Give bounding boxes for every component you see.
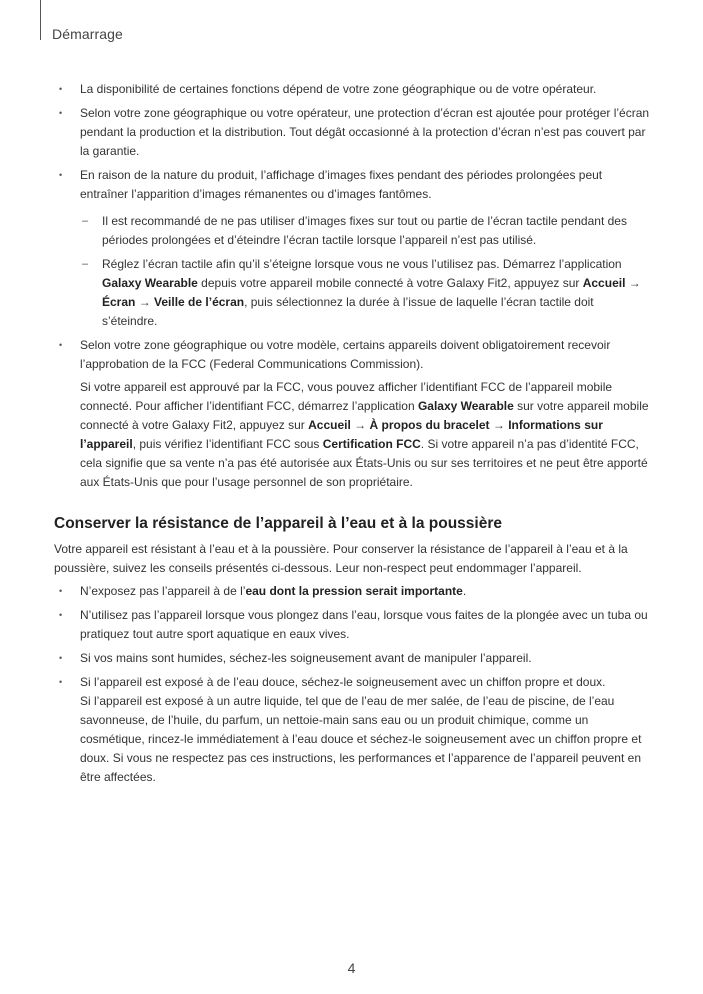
intro-paragraph: Votre appareil est résistant à l’eau et à la poussière. Pour conserver la résistance de l’appareil à l’eau et à la poussière, suivez les conseils présentés ci-dessous. Leur non-respect peut endommager l’appareil. [54,542,628,575]
list-item [54,336,650,492]
text: . Si votre appareil n’a pas d’identité FCC, cela signifie que sa vente n’a pas été autorisée aux États-Unis ou sur ses territoires et ne peut être apporté aux États-Unis que pour l’usage personnel de son propriétaire. [80,437,648,489]
header-rule [40,0,41,40]
water-tips-list [54,582,650,787]
sub-list-item [80,255,650,331]
text: Réglez l’écran tactile afin qu’il s’éteigne lorsque vous ne vous l’utilisez pas. Démarrez l’application [102,257,622,271]
list-item [54,582,650,601]
text: Si l’appareil est exposé à de l’eau douce, séchez-le soigneusement avec un chiffon propre et doux. [80,675,606,689]
list-item-text: Selon votre zone géographique ou votre modèle, certains appareils doivent obligatoirement recevoir l’approbation de la FCC (Federal Communications Commission). [80,338,611,371]
sub-list-item: – Il est recommandé de ne pas utiliser d’images fixes sur tout ou partie de l’écran tactile pendant des périodes prolongées et d’éteindre l’écran tactile lorsque l’appareil n’est pas utilisé. [80,212,650,250]
list-item: • La disponibilité de certaines fonctions dépend de votre zone géographique ou de votre opérateur. [54,80,650,99]
text: depuis votre appareil mobile connecté à votre Galaxy Fit2, appuyez sur [197,276,583,290]
section-heading: Conserver la résistance de l’appareil à l’eau et à la poussière [54,515,502,532]
text: , puis sélectionnez la durée à l’issue de laquelle l’écran tactile doit s’éteindre. [102,295,594,328]
list-item: • Si vos mains sont humides, séchez-les soigneusement avant de manipuler l’appareil. [54,649,650,668]
app-name: Galaxy Wearable [102,276,198,290]
notes-list [54,80,650,492]
arrow: → [350,418,370,432]
section-title: Démarrage [52,26,123,42]
list-item: • Selon votre zone géographique ou votre opérateur, une protection d’écran est ajoutée pour protéger l’écran pendant la production et la distribution. Tout dégât occasionné à la protection d’écran n’est pas couvert par la garantie. [54,104,650,161]
list-item-text: En raison de la nature du produit, l’affichage d’images fixes pendant des périodes prolongées peut entraîner l’apparition d’images rémanentes ou d’images fantômes. [80,168,603,201]
menu-path-item: Informations sur l’appareil [80,418,603,451]
text: . [462,584,467,598]
app-name: Galaxy Wearable [417,399,514,413]
arrow: → [625,276,641,290]
text: N’exposez pas l’appareil à de l’ [80,584,246,598]
text: Si votre appareil est approuvé par la FCC, vous pouvez afficher l’identifiant FCC de l’appareil mobile connecté. Pour afficher l’identifiant FCC, démarrez l’application [80,380,613,413]
text: Si l’appareil est exposé à un autre liquide, tel que de l’eau de mer salée, de l’eau de piscine, de l’eau savonneuse, de l’huile, du parfum, un nettoie-main sans eau ou un produit chimique, comme un cosmétique, rincez-le immédiatement à l’eau douce et séchez-le soigneusement avec un chiffon propre et doux. Si vous ne respectez pas ces instructions, les performances et l’apparence de l’appareil peuvent en être affectées. [80,694,642,784]
menu-path-item: À propos du bracelet [369,418,490,432]
fcc-paragraph [80,378,650,492]
list-item [54,673,650,787]
page-content [54,80,650,792]
menu-path-item: Accueil [582,276,626,290]
sub-list [80,212,650,331]
menu-path-item: Certification FCC [322,437,421,451]
list-item: • N’utilisez pas l’appareil lorsque vous plongez dans l’eau, lorsque vous faites de la plongée avec un tuba ou pratiquez tout autre sport aquatique en eaux vives. [54,606,650,644]
text: , puis vérifiez l’identifiant FCC sous [132,437,323,451]
menu-path-item: Accueil [308,418,351,432]
arrow: → [135,295,155,309]
page-number: 4 [347,960,356,976]
menu-path-item: Écran [102,295,136,309]
emphasis: eau dont la pression serait importante [245,584,463,598]
list-item [54,166,650,331]
text: sur votre appareil mobile connecté à votre Galaxy Fit2, appuyez sur [80,399,649,432]
menu-path-item: Veille de l’écran [154,295,245,309]
arrow: → [489,418,509,432]
